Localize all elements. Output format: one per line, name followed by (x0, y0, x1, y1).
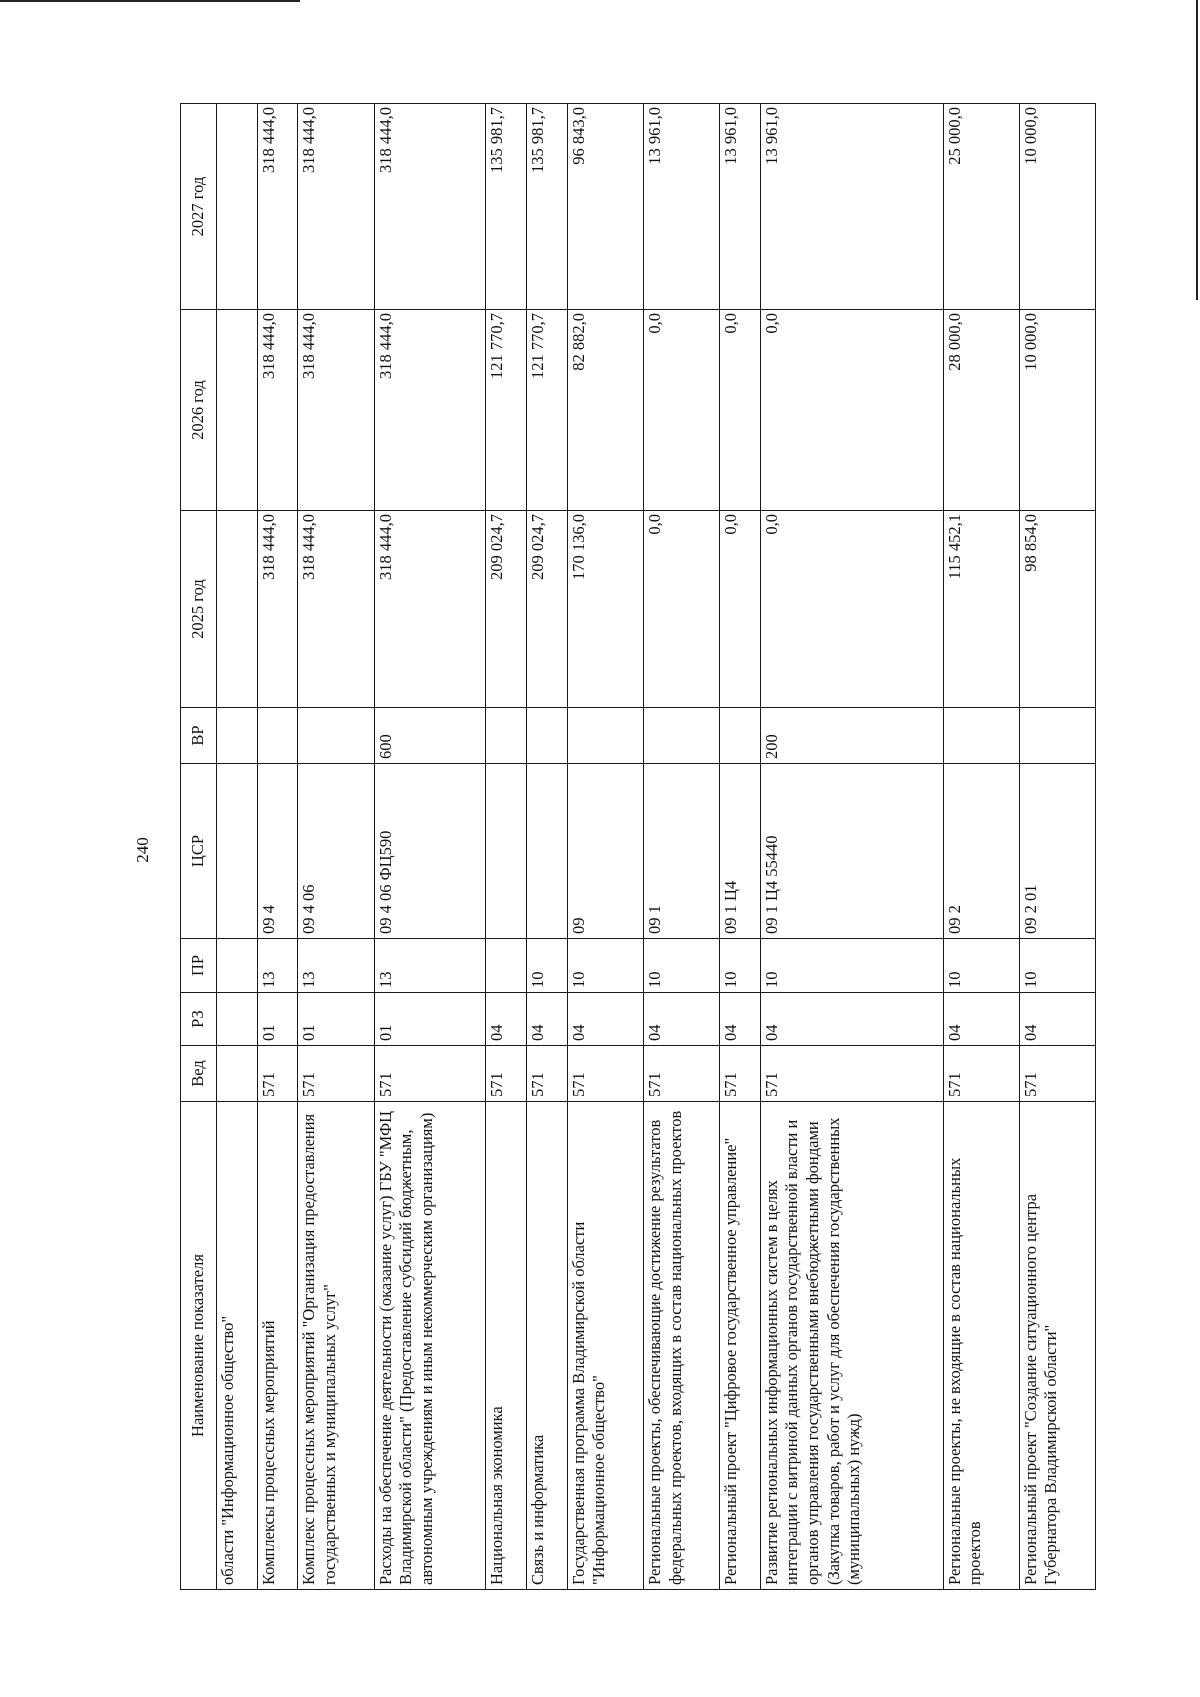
table-row (643, 104, 719, 1590)
cell-name: Комплексы процессных мероприятий (257, 1102, 298, 1590)
cell-rz: 01 (374, 993, 486, 1046)
cell-csr: 09 4 06 ФЦ590 (374, 764, 486, 939)
cell-rz: 04 (567, 993, 643, 1046)
table-row (217, 104, 258, 1590)
cell-csr (526, 764, 567, 939)
scan-edge-top (0, 0, 300, 2)
cell-vr (720, 708, 761, 764)
cell-pr: 10 (643, 939, 719, 993)
cell-ved (217, 1046, 258, 1102)
cell-ved: 571 (298, 1046, 374, 1102)
cell-2025: 318 444,0 (298, 511, 374, 708)
cell-pr: 10 (526, 939, 567, 993)
cell-name: области "Информационное общество" (217, 1102, 258, 1590)
header-vr: ВР (181, 708, 217, 764)
cell-ved: 571 (1019, 1046, 1095, 1102)
cell-name: Расходы на обеспечение деятельности (оказание услуг) ГБУ "МФЦ Владимирской области" (Предоставление субсидий бюджетным, автономным учреждениям и иным некоммерческим организациям) (374, 1102, 486, 1590)
cell-2025: 170 136,0 (567, 511, 643, 708)
cell-pr: 13 (298, 939, 374, 993)
cell-2025: 0,0 (720, 511, 761, 708)
header-pr: ПР (181, 939, 217, 993)
cell-vr (1019, 708, 1095, 764)
cell-ved: 571 (374, 1046, 486, 1102)
cell-pr: 13 (374, 939, 486, 993)
cell-2025: 209 024,7 (526, 511, 567, 708)
header-2025: 2025 год (181, 511, 217, 708)
cell-2026: 0,0 (760, 310, 943, 511)
cell-csr: 09 2 01 (1019, 764, 1095, 939)
cell-ved: 571 (486, 1046, 527, 1102)
scan-edge-right (1196, 0, 1198, 300)
table-header-row (181, 104, 217, 1590)
cell-2027: 318 444,0 (257, 104, 298, 310)
cell-2027: 13 961,0 (643, 104, 719, 310)
cell-2025 (217, 511, 258, 708)
cell-csr (486, 764, 527, 939)
cell-2027: 13 961,0 (760, 104, 943, 310)
cell-csr: 09 1 Ц4 55440 (760, 764, 943, 939)
cell-vr (567, 708, 643, 764)
cell-pr: 10 (943, 939, 1019, 993)
cell-rz: 01 (298, 993, 374, 1046)
cell-csr: 09 2 (943, 764, 1019, 939)
cell-rz: 04 (526, 993, 567, 1046)
cell-ved: 571 (720, 1046, 761, 1102)
cell-rz: 01 (257, 993, 298, 1046)
cell-pr (217, 939, 258, 993)
cell-2025: 98 854,0 (1019, 511, 1095, 708)
cell-rz: 04 (643, 993, 719, 1046)
cell-2027 (217, 104, 258, 310)
cell-vr (526, 708, 567, 764)
cell-csr: 09 (567, 764, 643, 939)
cell-pr: 10 (720, 939, 761, 993)
cell-vr (643, 708, 719, 764)
cell-2026: 10 000,0 (1019, 310, 1095, 511)
cell-2027: 25 000,0 (943, 104, 1019, 310)
cell-vr: 200 (760, 708, 943, 764)
cell-rz: 04 (760, 993, 943, 1046)
cell-2026: 82 882,0 (567, 310, 643, 511)
cell-vr: 600 (374, 708, 486, 764)
cell-ved: 571 (760, 1046, 943, 1102)
cell-vr (257, 708, 298, 764)
cell-pr: 10 (760, 939, 943, 993)
cell-vr (217, 708, 258, 764)
cell-2026: 121 770,7 (486, 310, 527, 511)
header-csr: ЦСР (181, 764, 217, 939)
cell-vr (943, 708, 1019, 764)
cell-name: Региональные проекты, не входящие в состав национальных проектов (943, 1102, 1019, 1590)
cell-2026: 0,0 (720, 310, 761, 511)
cell-vr (486, 708, 527, 764)
cell-rz: 04 (943, 993, 1019, 1046)
header-name: Наименование показателя (181, 1102, 217, 1590)
cell-ved: 571 (643, 1046, 719, 1102)
header-2027: 2027 год (181, 104, 217, 310)
cell-2026: 318 444,0 (374, 310, 486, 511)
budget-table (180, 103, 1096, 1590)
cell-2026: 318 444,0 (257, 310, 298, 511)
table-row (1019, 104, 1095, 1590)
cell-rz: 04 (486, 993, 527, 1046)
header-2026: 2026 год (181, 310, 217, 511)
table-row (720, 104, 761, 1590)
cell-2025: 115 452,1 (943, 511, 1019, 708)
cell-csr (217, 764, 258, 939)
cell-name: Развитие региональных информационных систем в целях интеграции с витриной данных органов государственной власти и органов управления государственными внебюджетными фондами (Закупка товаров, работ и услуг для обеспечения государственных (муниципальных) нужд) (760, 1102, 943, 1590)
page-number: 240 (133, 837, 152, 863)
cell-ved: 571 (943, 1046, 1019, 1102)
cell-ved: 571 (526, 1046, 567, 1102)
header-ved: Вед (181, 1046, 217, 1102)
cell-2026: 318 444,0 (298, 310, 374, 511)
cell-ved: 571 (567, 1046, 643, 1102)
cell-2027: 96 843,0 (567, 104, 643, 310)
cell-vr (298, 708, 374, 764)
cell-2025: 318 444,0 (257, 511, 298, 708)
cell-2025: 0,0 (643, 511, 719, 708)
cell-2027: 135 981,7 (526, 104, 567, 310)
cell-2026: 0,0 (643, 310, 719, 511)
cell-rz: 04 (720, 993, 761, 1046)
cell-2027: 10 000,0 (1019, 104, 1095, 310)
table-row (760, 104, 943, 1590)
table-row (567, 104, 643, 1590)
cell-rz: 04 (1019, 993, 1095, 1046)
cell-2027: 13 961,0 (720, 104, 761, 310)
table-row (298, 104, 374, 1590)
table-row (526, 104, 567, 1590)
cell-csr: 09 4 (257, 764, 298, 939)
cell-2026 (217, 310, 258, 511)
cell-name: Региональный проект "Цифровое государственное управление" (720, 1102, 761, 1590)
cell-name: Национальная экономика (486, 1102, 527, 1590)
rotated-table-container (180, 104, 1096, 1590)
cell-name: Комплекс процессных мероприятий "Организация предоставления государственных и муниципальных услуг" (298, 1102, 374, 1590)
cell-2025: 318 444,0 (374, 511, 486, 708)
cell-pr: 10 (1019, 939, 1095, 993)
table-row (257, 104, 298, 1590)
cell-csr: 09 4 06 (298, 764, 374, 939)
header-rz: РЗ (181, 993, 217, 1046)
cell-2026: 28 000,0 (943, 310, 1019, 511)
cell-rz (217, 993, 258, 1046)
cell-name: Связь и информатика (526, 1102, 567, 1590)
cell-pr: 10 (567, 939, 643, 993)
cell-pr (486, 939, 527, 993)
cell-2026: 121 770,7 (526, 310, 567, 511)
cell-2027: 135 981,7 (486, 104, 527, 310)
cell-csr: 09 1 (643, 764, 719, 939)
cell-csr: 09 1 Ц4 (720, 764, 761, 939)
table-row (374, 104, 486, 1590)
cell-2025: 0,0 (760, 511, 943, 708)
cell-ved: 571 (257, 1046, 298, 1102)
table-row (486, 104, 527, 1590)
cell-name: Региональные проекты, обеспечивающие достижение результатов федеральных проектов, входящих в состав национальных проектов (643, 1102, 719, 1590)
cell-2027: 318 444,0 (298, 104, 374, 310)
cell-pr: 13 (257, 939, 298, 993)
cell-name: Государственная программа Владимирской области "Информационное общество" (567, 1102, 643, 1590)
table-row (943, 104, 1019, 1590)
cell-2025: 209 024,7 (486, 511, 527, 708)
cell-name: Региональный проект "Создание ситуационного центра Губернатора Владимирской области" (1019, 1102, 1095, 1590)
cell-2027: 318 444,0 (374, 104, 486, 310)
